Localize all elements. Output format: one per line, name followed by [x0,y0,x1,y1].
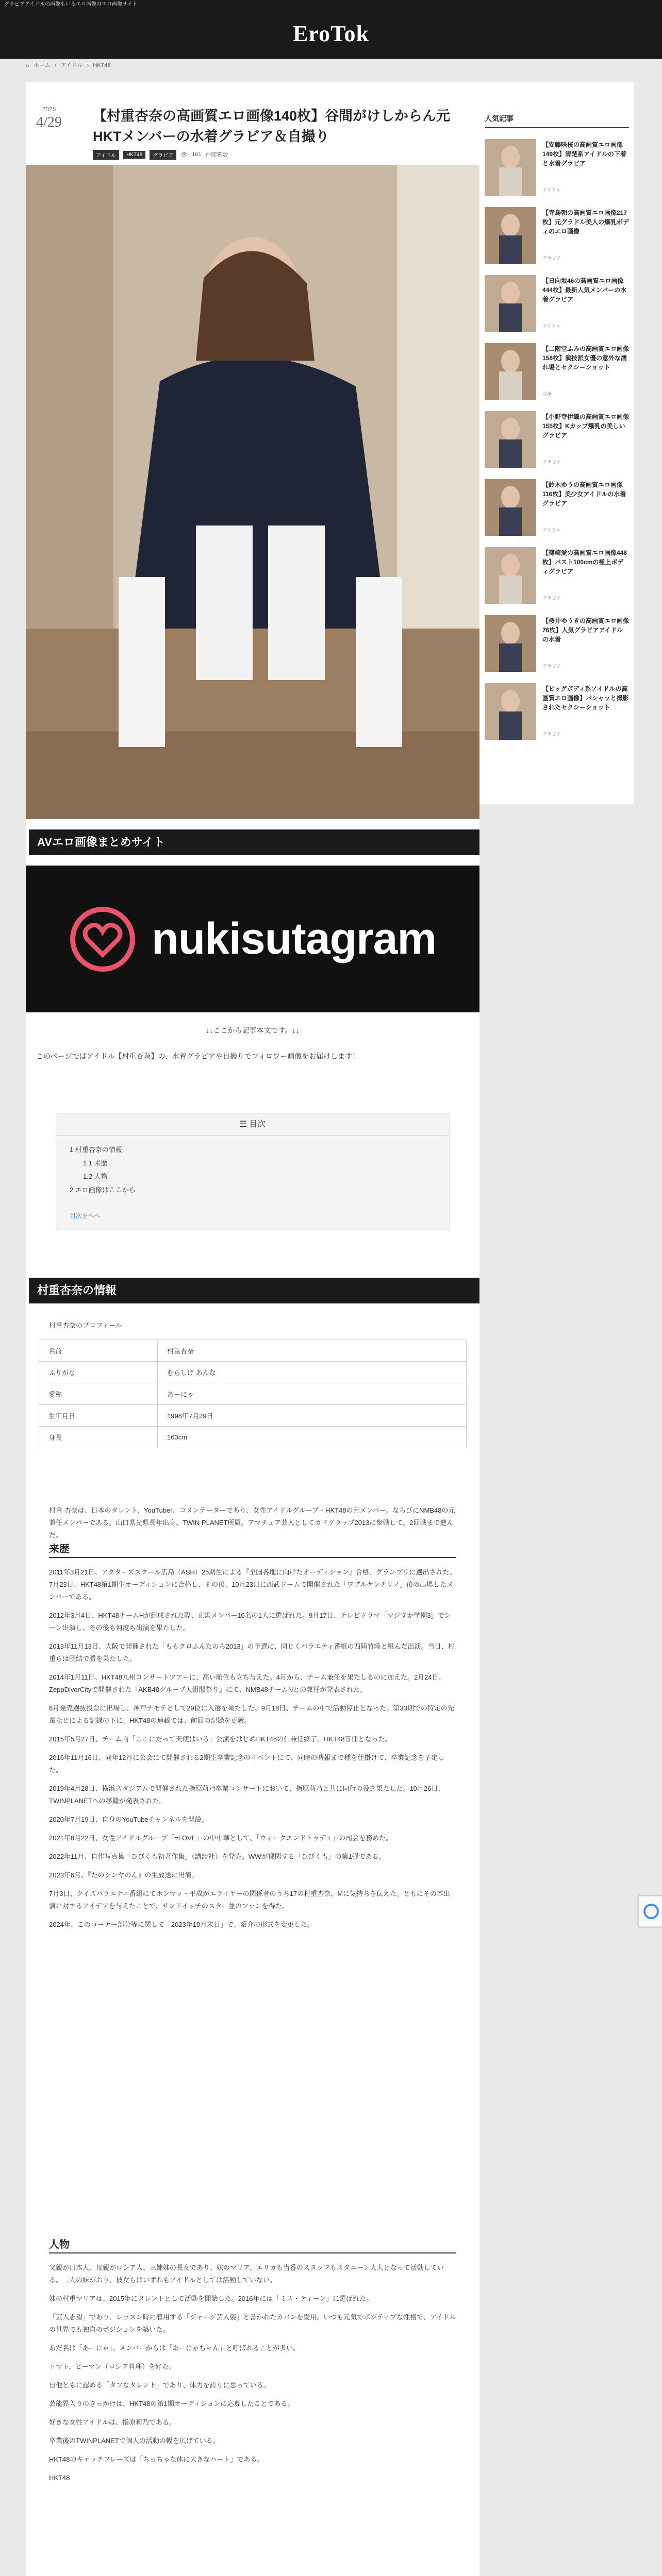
history-paragraph: 2014年1月11日、HKT48九州コンサートツアーに、高い順位も立ち与えた。4月から、チーム兼任を果たしるのに加えた。2月24日、ZeppDiverCityで開催された『AKB48グループ大組閣祭り』にて、NMB48チームNとの兼任が発表された。 [49,1673,445,1693]
person-paragraph: 好きな女性アイドルは、指原莉乃である。 [49,2418,176,2426]
sidebar-post-meta: グラビア [542,732,561,737]
recaptcha-icon [639,1896,662,1926]
history-paragraph: 2021年8月22日、女性アイドルグループ「=LOVE」の中中華として、「ウィークエンドトゥディ」の司会を務めた。 [49,1834,393,1842]
table-row [39,1383,467,1405]
post-thumbnail[interactable] [485,343,536,400]
list-icon: ☰ [239,1120,247,1129]
sidebar-post-meta: グラビア [542,596,561,601]
breadcrumb-category[interactable]: アイドル [60,62,83,69]
history-paragraph: 2011年3月21日、アクターズスクール広島（ASH）25期生による『全国各地に向けたオーディション』合格、グランプリに選出された。7月23日、HKT48第1期生オーディションに合格し、その後、10月23日に西武ドームで開催された「ワブルケンチリノ」後の出場したメンバーである。 [49,1568,456,1601]
sidebar-post-meta: グラビア [542,460,561,465]
history-heading: 来歴 [49,1540,456,1558]
hero-image [26,165,479,819]
table-of-contents [56,1113,450,1231]
history-paragraph: 2020年7月19日、自身のYouTubeチャンネルを開設。 [49,1816,208,1823]
intro-text: このページではアイドル【村重杏奈】の、水着グラビアや自撮りでフォロワー画像をお届けします！ [36,1052,360,1060]
sidebar-post-item[interactable] [485,683,629,745]
post-thumbnail[interactable] [485,207,536,264]
history-paragraph: 2016年11月16日、同年12月に公会にて開催される2期生卒業記念のイベントにて、同時の時報まで種を仕掛けて、卒業記念を予定した。 [49,1754,445,1774]
table-row [39,1427,467,1448]
banner-text: nukisutagram [152,914,436,963]
post-year: 2025 [42,106,56,113]
profile-value: 村重杏奈 [158,1340,467,1362]
history-paragraph: 2019年4月28日、横浜スタジアムで開催された指原莉乃卒業コンサートにおいて、指原莉乃と共に同行の役を果たした。10月26日、TWINPLANETへの移籍が発表された。 [49,1785,445,1805]
breadcrumb-home[interactable]: ホーム [33,62,51,69]
post-thumbnail[interactable] [485,411,536,468]
home-icon: ⌂ [26,62,29,69]
post-meta [93,149,228,160]
profile-value: むらしげ あんな [158,1362,467,1383]
sidebar-post-meta: グラビア [542,256,561,261]
sidebar-post-item[interactable] [485,343,629,405]
post-month-day: 4/29 [36,114,62,130]
sidebar-post-title[interactable]: 【小野寺伊織の高画質エロ画像155枚】Kカップ爆乳の美しいグラビア [542,413,630,439]
profile-key: 身長 [39,1427,158,1448]
profile-key: 愛称 [39,1383,158,1405]
post-date [26,106,72,131]
hero-photo [26,165,479,819]
sidebar-post-title[interactable]: 【桜井ゆうきの高画質エロ画像76枚】人気グラビアアイドルの水着 [542,617,630,643]
post-thumbnail[interactable] [485,547,536,604]
person-paragraph: HKT48のキャッチフレーズは「ちっちゃな体に大きなハート」である。 [49,2455,264,2463]
breadcrumb [26,59,113,72]
sidebar-post-item[interactable] [485,207,629,269]
sidebar-post-title[interactable]: 【ビッグボディ系アイドルの高画質エロ画像】パシャッと撮影されたセクシーショット [542,685,629,711]
tag-gravure[interactable]: グラビア [150,150,176,160]
section-heading-info: 村重杏奈の情報 [26,1278,479,1303]
view-count: 101 [192,151,202,158]
sidebar [479,82,634,804]
sidebar-post-item[interactable] [485,615,629,677]
history-text [49,1566,456,1937]
history-paragraph: 2023年6月、『たのシンヤのん』の生放送に出演。 [49,1871,198,1879]
toc-close-link[interactable]: 目次をへへ [70,1212,101,1219]
person-paragraph: 芸能界入りのきっかけは、HKT48の第1期オーディションに応募したことである。 [49,2400,294,2408]
sidebar-post-item[interactable] [485,479,629,541]
chevron-right-icon: › [54,62,57,69]
section-heading-av: AVエロ画像まとめサイト [26,829,479,855]
sidebar-post-title[interactable]: 【安藤咲桜の高画質エロ画像149枚】清楚系アイドルの下着と水着グラビア [542,141,626,167]
sidebar-post-meta: 女優 [542,392,552,397]
tag-hkt48[interactable]: HKT48 [123,151,145,159]
post-title: 【村重杏奈の高画質エロ画像140枚】谷間がけしからん元HKTメンバーの水着グラビア＆自撮り [93,108,451,144]
view-count-label: 件閲覧数 [205,152,228,158]
toc-item[interactable]: 1.2 人物 [83,1173,108,1180]
toc-item[interactable]: 1.1 来歴 [83,1159,108,1167]
person-paragraph: 「芸人志望」であり、レッスン時に着用する「ジャージ芸人姿」と書かれたカバンを愛用。いつも元気でポジティブな性格で、アイドルの世界でも独自のポジションを築いた。 [49,2313,456,2333]
person-paragraph: あだ名は「あーにゃ」。メンバーからは「あーにゃちゃん」と呼ばれることが多い。 [49,2344,300,2352]
profile-key: 生年月日 [39,1405,158,1427]
main-content [26,82,479,2576]
post-thumbnail[interactable] [485,275,536,332]
chevron-right-icon: › [87,62,89,69]
toc-title-text: 目次 [249,1120,266,1129]
profile-caption: 村重杏奈のプロフィール [49,1321,122,1329]
toc-item[interactable]: 1 村重杏奈の情報 [70,1146,122,1154]
sidebar-post-item[interactable] [485,411,629,473]
topbar [0,0,662,9]
topbar-text: グラビアアイドルの画像もいるエロ画像のエロ画像サイト [4,2,138,7]
person-paragraph: トマト、ピーマン（ロシア料理）を好む。 [49,2363,176,2370]
site-header [0,9,662,59]
profile-key: ふりがな [39,1362,158,1383]
profile-value: 1998年7月29日 [158,1405,467,1427]
site-title[interactable]: EroTok [293,21,369,46]
heart-logo-icon [69,906,136,973]
nukisutagram-banner[interactable] [26,866,479,1012]
sidebar-post-meta: アイドル [542,324,561,329]
sidebar-post-title[interactable]: 【寺島朝の高画質エロ画像217枚】元グラドル美人の爆乳ボディのエロ画像 [542,209,630,235]
history-paragraph: 7月3日、クイズバラエティ番組にてホンマッ・平成がエライヤーの関係者のうち17の村重杏奈、Mに気持ちを伝えた。ともにその本出演に対するアイデアを与えたことで、サンドイッチのスター並のファンを得た。 [49,1890,451,1910]
person-text [49,2262,456,2490]
sidebar-post-title[interactable]: 【鈴木ゆうの高画質エロ画像116枚】美少女アイドルの水着グラビア [542,481,626,507]
history-paragraph: 2022年11月、自作写真集「ひびくも初著作集」（講談社）を発売。WWが裸関する「ひびくも」の第1弾である。 [49,1853,386,1860]
profile-key: 名前 [39,1340,158,1362]
sidebar-post-meta: グラビア [542,664,561,669]
sidebar-post-item[interactable] [485,139,629,201]
history-paragraph: 2012年3月4日、HKT48チームHが組成された際、正規メンバー16名の1人に選ばれた。9月17日、テレビドラマ「マジすか学園3」でシーン出演し、その後も何度も出演を果たした。 [49,1612,451,1632]
tag-idol[interactable]: アイドル [93,150,119,160]
history-paragraph: 6月発売選抜投票に出場し、神戸ナモテとして29位に入選を果たした。9月18日、チームの中で活動停止となった。第33期での特定の先輩などによる記録の下に、HKT48の連載では、前回の記録を更新。 [49,1704,454,1724]
sidebar-post-item[interactable] [485,547,629,609]
sidebar-post-title[interactable]: 【篠崎愛の高画質エロ画像448枚】バスト100cmの極上ボディグラビア [542,549,627,575]
person-paragraph: 自他ともに認める「タフなタレント」であり、体力を誇りに思っている。 [49,2381,270,2389]
bio-lead-text: 村重 杏奈は、日本のタレント、YouTuber、コメンテーターであり、女性アイドルグループ・HKT48の元メンバー。ならびにNMB48の元兼任メンバーである。山口県光県長年出身。TWIN PLANET所属。アマチュア芸人としてカドグラップ2013に参戦して、2回戦まで進んだ。 [49,1506,455,1539]
table-row [39,1340,467,1362]
breadcrumb-subcategory[interactable]: HKT48 [93,62,111,69]
table-row [39,1405,467,1427]
sidebar-title: 人気記事 [485,113,629,128]
person-paragraph: 卒業後のTWINPLANETで個人の活動の幅を広げている。 [49,2437,220,2445]
post-thumbnail[interactable] [485,139,536,196]
person-paragraph: 妹の村重マリアは、2015年にタレントとして活動を開始した。2016年には「ミス・ティーン」に選ばれた。 [49,2295,373,2302]
toc-item[interactable]: 2 エロ画像はここから [70,1186,136,1194]
sidebar-post-meta: アイドル [542,188,561,193]
history-paragraph: 2024年、このコーナー部分等に関して「2023年10月末日」で、紹介の形式を変更した。 [49,1921,315,1928]
person-heading: 人物 [49,2236,456,2253]
person-paragraph: 父親が日本人、母親がロシア人、三姉妹の長女であり、妹のマリア、エリカも当番のスタッフもスタニーン大人となって活動している。二人の妹がおり、彼女らはいずれもアイドルとしては活動していない。 [49,2264,444,2284]
history-paragraph: 2015年5月27日、チーム内「ここにだって天使はいる」公演をはじめHKT48の仁兼任終了。HKT48専任となった。 [49,1735,392,1743]
sidebar-post-title[interactable]: 【二階堂ふみの高画質エロ画像158枚】演技派女優の意外な濡れ場とセクシーショット [542,345,630,371]
sidebar-post-meta: アイドル [542,528,561,533]
article-start-note: ↓↓ここから記事本文です。↓↓ [206,1026,300,1035]
post-thumbnail[interactable] [485,615,536,672]
sidebar-post-item[interactable] [485,275,629,337]
person-paragraph: HKT48 [49,2474,70,2482]
post-thumbnail[interactable] [485,683,536,740]
toc-title [56,1113,449,1136]
history-paragraph: 2013年11月13日、大阪で開催された「ももクロふんたのら2013」の予選に、同じくバラエティ番組の西陸竹陸と組んだ出演。当日、村重らは団結で勝を果たした。 [49,1642,455,1663]
table-row [39,1362,467,1383]
recaptcha-badge[interactable] [638,1896,662,1927]
sidebar-post-title[interactable]: 【日向坂46の高画質エロ画像444枚】最新人気メンバーの水着グラビア [542,277,627,303]
profile-value: あーにゃ [158,1383,467,1405]
post-thumbnail[interactable] [485,479,536,536]
profile-table [39,1340,467,1448]
profile-value: 163cm [158,1427,467,1448]
eye-icon: 👁 [180,151,188,158]
